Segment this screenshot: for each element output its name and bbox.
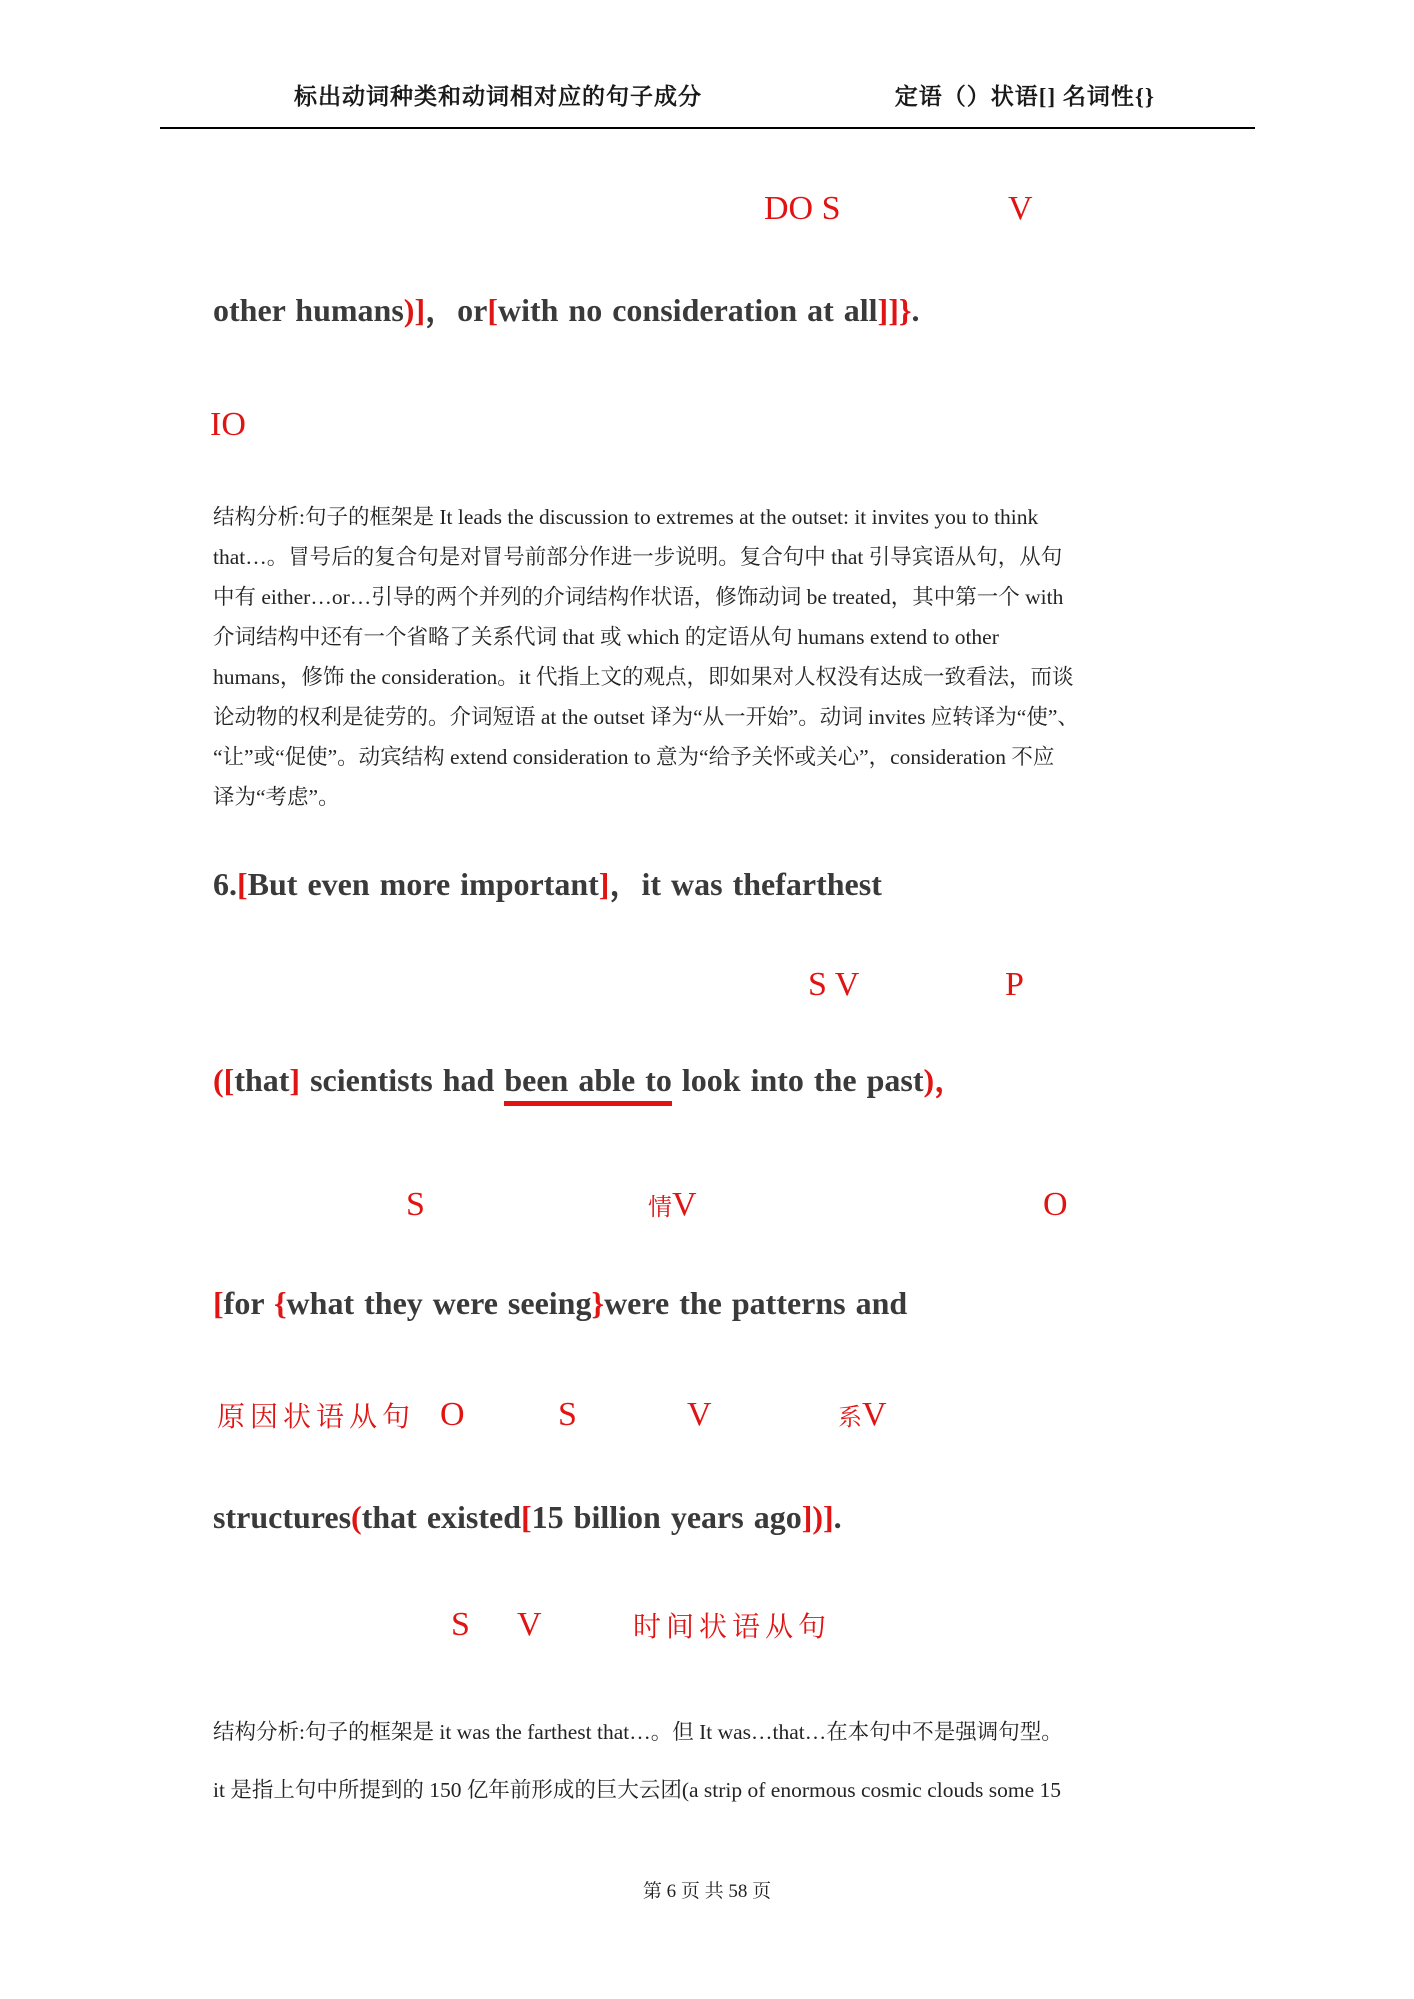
sentence-text: ，: [609, 866, 642, 902]
analysis-paragraph-6: [213, 1703, 1263, 1819]
sentence-text: .: [911, 292, 920, 328]
paragraph-line: 结构分析:句子的框架是 It leads the discussion to extremes at the outset: it invites you to think: [213, 505, 1039, 529]
bracket-red: (: [213, 1062, 224, 1098]
annotation-time-clause-label: 时间状语从句: [633, 1612, 832, 1643]
annotation-row-do-s-v: [0, 182, 1414, 226]
annotation-row-s-qingv-o: [0, 1178, 1414, 1222]
annotation-row-io: [0, 398, 1414, 442]
bracket-red: ]]}: [877, 292, 912, 328]
sentence-text: that: [234, 1062, 290, 1098]
analysis-paragraph-5: [213, 497, 1263, 817]
bracket-red: [: [487, 292, 498, 328]
sentence-text: what they were seeing: [286, 1285, 592, 1321]
bracket-red: [: [223, 1062, 235, 1098]
sentence-text: other humans: [213, 292, 404, 328]
bracket-red: )]: [403, 292, 426, 328]
annotation-o: O: [440, 1396, 465, 1433]
paragraph-line: it 是指上句中所提到的 150 亿年前形成的巨大云团(a strip of enormous cosmic clouds some 15: [213, 1778, 1061, 1802]
paragraph-line: 论动物的权利是徒劳的。介词短语 at the outset 译为“从一开始”。动词 invites 应转译为“使”、: [213, 705, 1079, 729]
page-header: [160, 78, 1255, 129]
footer-page-number: 第 6 页 共 58 页: [642, 1881, 772, 1902]
paragraph-line: 结构分析:句子的框架是 it was the farthest that…。但 It was…that…在本句中不是强调句型。: [213, 1720, 1063, 1744]
bracket-red: [: [237, 866, 248, 902]
annotation-s-v: S V: [808, 966, 860, 1003]
annotation-v: V: [687, 1396, 712, 1433]
sentence-text: were the patterns and: [604, 1285, 908, 1321]
paren-red: (: [351, 1499, 362, 1535]
paragraph-line: 译为“考虑”。: [213, 785, 340, 809]
brace-red: }: [591, 1285, 605, 1321]
annotation-row-sv-p: [0, 958, 1414, 1002]
annotation-row-reason-clause: [0, 1388, 1414, 1432]
sentence-6-line-2: [213, 1058, 966, 1102]
paragraph-line: that…。冒号后的复合句是对冒号前部分作进一步说明。复合句中 that 引导宾语从句，从句: [213, 545, 1063, 569]
sentence-text: ，or: [425, 292, 488, 328]
sentence-text: with no consideration at all: [497, 292, 878, 328]
comma-red: ，: [934, 1062, 967, 1098]
sentence-text: look into the past: [671, 1062, 924, 1098]
bracket-red: ]: [289, 1062, 301, 1098]
bracket-red: ): [923, 1062, 935, 1098]
header-legend: 定语（）状语[] 名词性{}: [894, 84, 1155, 109]
paragraph-line: “让”或“促使”。动宾结构 extend consideration to 意为“给予关怀或关心”，consideration 不应: [213, 745, 1055, 769]
annotation-s: S: [451, 1606, 470, 1643]
sentence-text: .: [833, 1499, 842, 1535]
annotation-v: V: [672, 1186, 697, 1223]
annotation-v: V: [862, 1396, 887, 1433]
brace-red: {: [273, 1285, 287, 1321]
sentence-text: it was thefarthest: [641, 866, 882, 902]
sentence-text: scientists had: [300, 1062, 505, 1098]
paragraph-line: 介词结构中还有一个省略了关系代词 that 或 which 的定语从句 humans extend to other: [213, 625, 999, 649]
annotation-p: P: [1005, 966, 1024, 1003]
annotation-v: V: [517, 1606, 542, 1643]
annotation-xi: 系: [838, 1405, 862, 1431]
annotation-reason-clause-label: 原因状语从句: [217, 1402, 416, 1433]
sentence-text: But even more important: [247, 866, 599, 902]
annotation-xi-v: [838, 1398, 887, 1432]
sentence-5-tail: [213, 288, 919, 332]
sentence-text: for: [223, 1285, 274, 1321]
bracket-red: ]: [598, 866, 610, 902]
sentence-text: structures: [213, 1499, 352, 1535]
annotation-s: S: [558, 1396, 577, 1433]
sentence-6-line-1: [213, 862, 882, 906]
sentence-6-line-4: [213, 1495, 842, 1539]
annotation-qing: 情: [648, 1195, 672, 1221]
bracket-red: [: [521, 1499, 532, 1535]
annotation-row-time-clause: [0, 1598, 1414, 1642]
underlined-phrase: been able to: [504, 1062, 672, 1106]
header-title: 标出动词种类和动词相对应的句子成分: [294, 84, 702, 109]
annotation-s: S: [406, 1186, 425, 1223]
annotation-do-s: DO S: [764, 190, 841, 227]
annotation-qing-v: [648, 1188, 697, 1222]
sentence-6-line-3: [213, 1281, 907, 1325]
annotation-io: IO: [210, 406, 246, 443]
bracket-red: [: [213, 1285, 224, 1321]
annotation-o: O: [1043, 1186, 1068, 1223]
sentence-text: that existed: [361, 1499, 522, 1535]
sentence-text: 15 billion years ago: [531, 1499, 802, 1535]
sentence-number: 6.: [213, 866, 237, 902]
bracket-red: ])]: [801, 1499, 834, 1535]
paragraph-line: humans，修饰 the consideration。it 代指上文的观点，即如果对人权没有达成一致看法，而谈: [213, 665, 1074, 689]
annotation-v: V: [1008, 190, 1033, 227]
paragraph-line: 中有 either…or…引导的两个并列的介词结构作状语，修饰动词 be treated，其中第一个 with: [213, 585, 1064, 609]
